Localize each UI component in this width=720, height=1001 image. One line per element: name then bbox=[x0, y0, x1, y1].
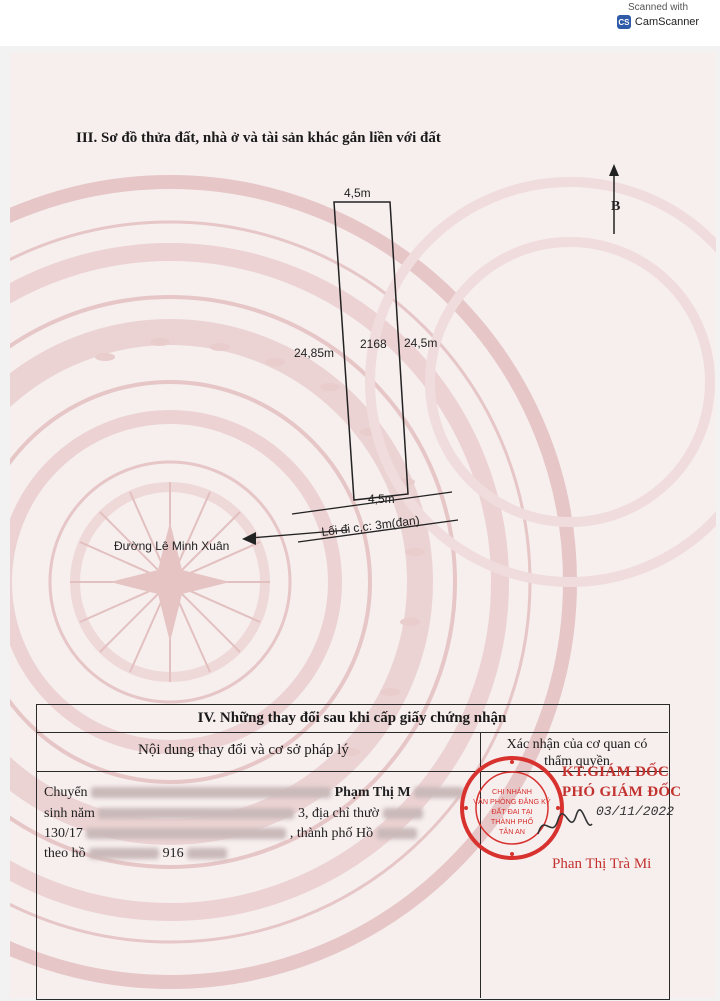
change-line-4-start: theo hồ bbox=[44, 846, 86, 861]
parcel-number-label: 2168 bbox=[360, 337, 387, 351]
redacted-text bbox=[98, 808, 294, 819]
change-line-4-mid: 916 bbox=[162, 846, 184, 861]
camscanner-watermark bbox=[606, 2, 710, 40]
redacted-text bbox=[89, 848, 159, 859]
top-width-label: 4,5m bbox=[344, 186, 371, 200]
bottom-width-label: 4,5m bbox=[368, 492, 395, 506]
parcel-diagram bbox=[10, 52, 716, 612]
signer-title-2: PHÓ GIÁM ĐỐC bbox=[562, 784, 682, 800]
seal-line-1: CHI NHÁNH bbox=[492, 787, 532, 796]
handwritten-date: 03/11/2022 bbox=[596, 804, 675, 819]
parcel-outline bbox=[334, 202, 408, 500]
change-line-2-mid: 3, địa chỉ thườ bbox=[297, 806, 380, 821]
seal-line-3: ĐẤT ĐAI TẠI bbox=[491, 807, 533, 816]
change-line-1-start: Chuyển bbox=[44, 785, 88, 800]
section-3-heading: III. Sơ đồ thửa đất, nhà ở và tài sản khác gắn liền với đất bbox=[76, 130, 441, 146]
confirmation-header: Xác nhận của cơ quan có thẩm quyền bbox=[506, 737, 648, 769]
left-length-label: 24,85m bbox=[294, 346, 335, 360]
camscanner-brand bbox=[606, 15, 710, 29]
change-line-3-start: 130/17 bbox=[44, 826, 83, 841]
owner-name: Phạm Thị M bbox=[334, 785, 411, 800]
redacted-text bbox=[187, 848, 227, 859]
signer-title-1: KT.GIÁM ĐỐC bbox=[562, 764, 670, 780]
camscanner-logo-icon: CS bbox=[617, 15, 631, 29]
redacted-text bbox=[377, 828, 417, 839]
change-line-3 bbox=[44, 826, 417, 842]
change-content-header: Nội dung thay đổi và cơ sở pháp lý bbox=[138, 742, 349, 758]
street-arrow-head-icon bbox=[242, 532, 256, 545]
redacted-text bbox=[86, 828, 286, 839]
seal-line-2: VĂN PHÒNG ĐĂNG KÝ bbox=[473, 797, 551, 806]
camscanner-brand-label: CamScanner bbox=[634, 16, 700, 28]
right-length-label: 24,5m bbox=[404, 336, 438, 350]
seal-line-4: THÀNH PHỐ bbox=[490, 817, 534, 826]
change-line-1 bbox=[44, 785, 464, 801]
redacted-text bbox=[91, 787, 331, 798]
north-label: B bbox=[611, 199, 621, 214]
street-label: Đường Lê Minh Xuân bbox=[114, 539, 230, 553]
handwritten-signature bbox=[534, 806, 594, 846]
signer-name: Phan Thị Trà Mi bbox=[552, 856, 652, 872]
change-line-4 bbox=[44, 846, 227, 862]
scanned-with-text: Scanned with bbox=[627, 2, 689, 13]
access-path-label: Lối đi c,c: 3m(đan) bbox=[320, 513, 421, 539]
change-line-3-mid: , thành phố Hồ bbox=[289, 826, 374, 841]
seal-line-5: TÂN AN bbox=[499, 827, 525, 836]
section-4-title: IV. Những thay đổi sau khi cấp giấy chứng nhận bbox=[36, 704, 668, 733]
redacted-text bbox=[383, 808, 423, 819]
change-line-2-start: sinh năm bbox=[44, 806, 95, 821]
change-line-2 bbox=[44, 806, 423, 822]
scanner-header bbox=[0, 0, 720, 46]
